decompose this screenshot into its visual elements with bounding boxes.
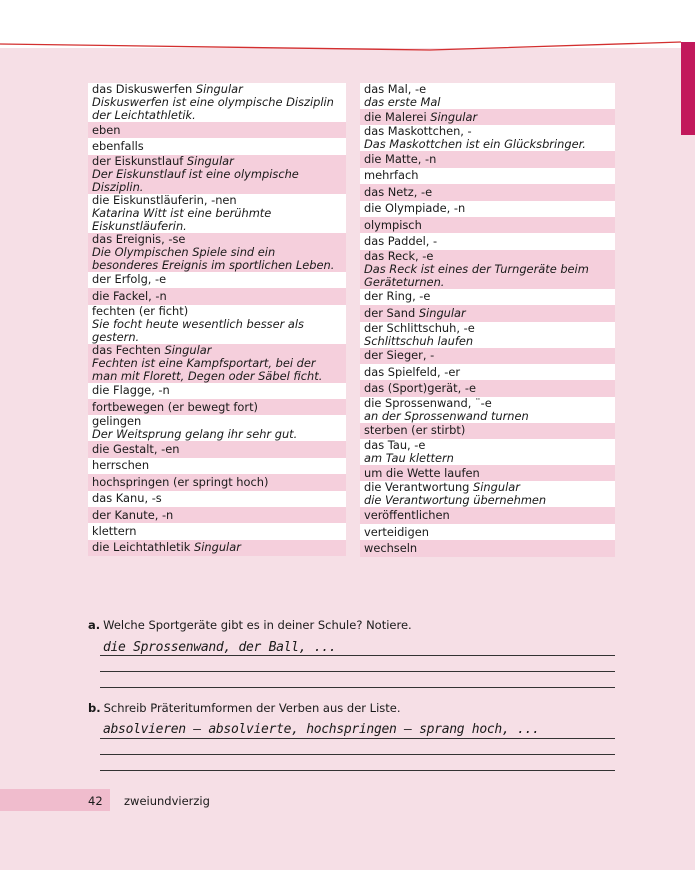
vocab-entry	[360, 439, 615, 465]
vocab-headword: das Maskottchen, -	[364, 124, 472, 139]
vocab-entry	[360, 540, 615, 556]
vocab-example: Der Eiskunstlauf ist eine olympische Disziplin.	[92, 166, 299, 194]
chapter-tab	[681, 42, 695, 135]
grammar-note: Singular	[430, 109, 478, 124]
vocab-entry	[360, 83, 615, 109]
vocab-headword: hochspringen (er springt hoch)	[92, 474, 269, 489]
vocab-entry	[88, 540, 346, 556]
vocab-headword: die Malerei Singular	[364, 109, 478, 124]
vocab-headword: fortbewegen (er bewegt fort)	[92, 399, 258, 414]
grammar-note: Singular	[186, 153, 234, 168]
task-b-text: Schreib Präteritumformen der Verben aus der Liste.	[103, 701, 401, 715]
vocab-entry	[360, 397, 615, 423]
vocab-headword: das (Sport)gerät, -e	[364, 380, 476, 395]
vocab-entry	[88, 491, 346, 507]
vocab-example: am Tau klettern	[364, 451, 454, 466]
vocab-entry	[88, 83, 346, 122]
grammar-note: Singular	[418, 305, 466, 320]
vocab-headword: das Reck, -e	[364, 248, 434, 263]
vocab-entry	[360, 465, 615, 481]
vocab-headword: der Eiskunstlauf Singular	[92, 153, 234, 168]
vocab-example: Diskuswerfen ist eine olympische Disziplin der Leichtathletik.	[92, 95, 334, 122]
vocab-headword: die Matte, -n	[364, 152, 437, 167]
vocab-entry	[88, 138, 346, 154]
task-a-letter: a.	[88, 618, 101, 632]
vocab-entry	[360, 217, 615, 233]
answer-line	[100, 754, 615, 755]
vocab-headword: die Flagge, -n	[92, 383, 170, 398]
vocab-entry	[360, 233, 615, 249]
vocab-example: Sie focht heute wesentlich besser als gestern.	[92, 316, 304, 344]
vocab-entry	[360, 507, 615, 523]
vocab-headword: klettern	[92, 523, 137, 538]
vocab-example: Fechten ist eine Kampfsportart, bei der man mit Florett, Degen oder Säbel ficht.	[92, 355, 323, 383]
vocab-entry	[88, 383, 346, 399]
vocab-headword: gelingen	[92, 414, 142, 429]
vocab-headword: olympisch	[364, 217, 422, 232]
vocab-entry	[88, 155, 346, 194]
vocab-entry	[88, 458, 346, 474]
vocab-headword: der Sieger, -	[364, 348, 435, 363]
vocab-entry	[360, 151, 615, 167]
vocab-entry	[360, 305, 615, 321]
vocab-headword: wechseln	[364, 540, 418, 555]
vocab-headword: um die Wette laufen	[364, 465, 480, 480]
vocab-entry	[360, 524, 615, 540]
vocab-entry	[88, 441, 346, 457]
answer-line	[100, 770, 615, 771]
vocab-headword: der Ring, -e	[364, 289, 431, 304]
vocab-example: Die Olympischen Spiele sind ein besonderes Ereignis im sportlichen Leben.	[92, 244, 335, 272]
task-a-answer[interactable]: die Sprossenwand, der Ball, ...	[103, 640, 337, 655]
vocab-headword: die Verantwortung Singular	[364, 480, 520, 495]
grammar-note: Singular	[473, 480, 520, 495]
vocab-entry	[88, 272, 346, 288]
vocab-example: die Verantwortung übernehmen	[364, 493, 547, 508]
vocab-example: Das Maskottchen ist ein Glücksbringer.	[364, 137, 586, 152]
vocab-example: Katarina Witt ist eine berühmte Eiskunstläuferin.	[92, 205, 272, 233]
vocab-entry	[360, 125, 615, 151]
vocab-entry	[360, 481, 615, 507]
vocab-headword: der Erfolg, -e	[92, 272, 167, 287]
vocab-headword: fechten (er ficht)	[92, 303, 189, 318]
vocab-headword: das Tau, -e	[364, 438, 426, 453]
grammar-note: Singular	[164, 342, 212, 357]
vocab-headword: der Sand Singular	[364, 305, 466, 320]
vocab-headword: ebenfalls	[92, 139, 144, 154]
task-b-answer[interactable]: absolvieren – absolvierte, hochspringen – sprang hoch, ...	[103, 722, 540, 737]
vocab-headword: sterben (er stirbt)	[364, 423, 466, 438]
vocab-headword: mehrfach	[364, 168, 419, 183]
task-a	[88, 618, 412, 632]
vocab-entry	[360, 109, 615, 125]
vocab-headword: die Sprossenwand, ¨-e	[364, 395, 492, 410]
vocab-headword: das Netz, -e	[364, 184, 433, 199]
vocab-entry	[88, 288, 346, 304]
header-rule	[0, 0, 695, 60]
vocab-entry	[360, 201, 615, 217]
task-b	[88, 701, 401, 715]
vocab-headword: das Spielfeld, -er	[364, 364, 461, 379]
vocab-headword: das Paddel, -	[364, 234, 438, 249]
vocab-entry	[360, 348, 615, 364]
answer-line	[100, 655, 615, 656]
vocab-headword: das Ereignis, -se	[92, 231, 186, 246]
vocab-entry	[360, 423, 615, 439]
vocab-headword: eben	[92, 122, 121, 137]
vocab-headword: die Fackel, -n	[92, 288, 167, 303]
vocab-headword: die Eiskunstläuferin, -nen	[92, 192, 237, 207]
vocab-example: Der Weitsprung gelang ihr sehr gut.	[92, 427, 298, 442]
vocab-headword: veröffentlichen	[364, 508, 450, 523]
vocab-entry	[88, 415, 346, 441]
answer-line	[100, 671, 615, 672]
vocab-example: das erste Mal	[364, 95, 441, 109]
vocab-example: Das Reck ist eines der Turngeräte beim Geräteturnen.	[364, 261, 589, 289]
vocab-entry	[88, 344, 346, 383]
vocab-entry	[360, 250, 615, 289]
vocab-entry	[88, 194, 346, 233]
vocab-headword: die Olympiade, -n	[364, 201, 466, 216]
vocab-entry	[88, 523, 346, 539]
task-a-text: Welche Sportgeräte gibt es in deiner Schule? Notiere.	[103, 618, 412, 632]
vocab-column-left	[88, 83, 346, 556]
answer-line	[100, 738, 615, 739]
vocab-entry	[360, 364, 615, 380]
vocab-entry	[360, 289, 615, 305]
grammar-note: Singular	[193, 540, 241, 555]
vocab-headword: das Kanu, -s	[92, 491, 162, 506]
vocab-entry	[360, 380, 615, 396]
vocab-entry	[88, 507, 346, 523]
vocab-example: an der Sprossenwand turnen	[364, 408, 529, 423]
vocab-headword: verteidigen	[364, 524, 429, 539]
vocab-headword: der Kanute, -n	[92, 507, 174, 522]
vocab-headword: der Schlittschuh, -e	[364, 320, 475, 335]
page-number-word: zweiundvierzig	[124, 794, 210, 808]
vocab-entry	[88, 305, 346, 344]
vocab-entry	[360, 322, 615, 348]
vocab-column-right	[360, 83, 615, 557]
answer-line	[100, 687, 615, 688]
grammar-note: Singular	[195, 82, 243, 96]
vocab-headword: das Diskuswerfen Singular	[92, 82, 243, 96]
vocab-entry	[88, 122, 346, 138]
vocab-entry	[88, 474, 346, 490]
vocab-entry	[360, 184, 615, 200]
task-b-letter: b.	[88, 701, 101, 715]
vocab-example: Schlittschuh laufen	[364, 333, 474, 348]
vocab-headword: herrschen	[92, 458, 150, 473]
vocab-entry	[88, 399, 346, 415]
vocab-headword: das Mal, -e	[364, 82, 427, 96]
vocab-headword: die Gestalt, -en	[92, 442, 180, 457]
vocab-headword: die Leichtathletik Singular	[92, 540, 241, 555]
vocab-entry	[88, 233, 346, 272]
vocab-headword: das Fechten Singular	[92, 342, 212, 357]
page-number: 42	[88, 794, 103, 808]
vocab-entry	[360, 168, 615, 184]
